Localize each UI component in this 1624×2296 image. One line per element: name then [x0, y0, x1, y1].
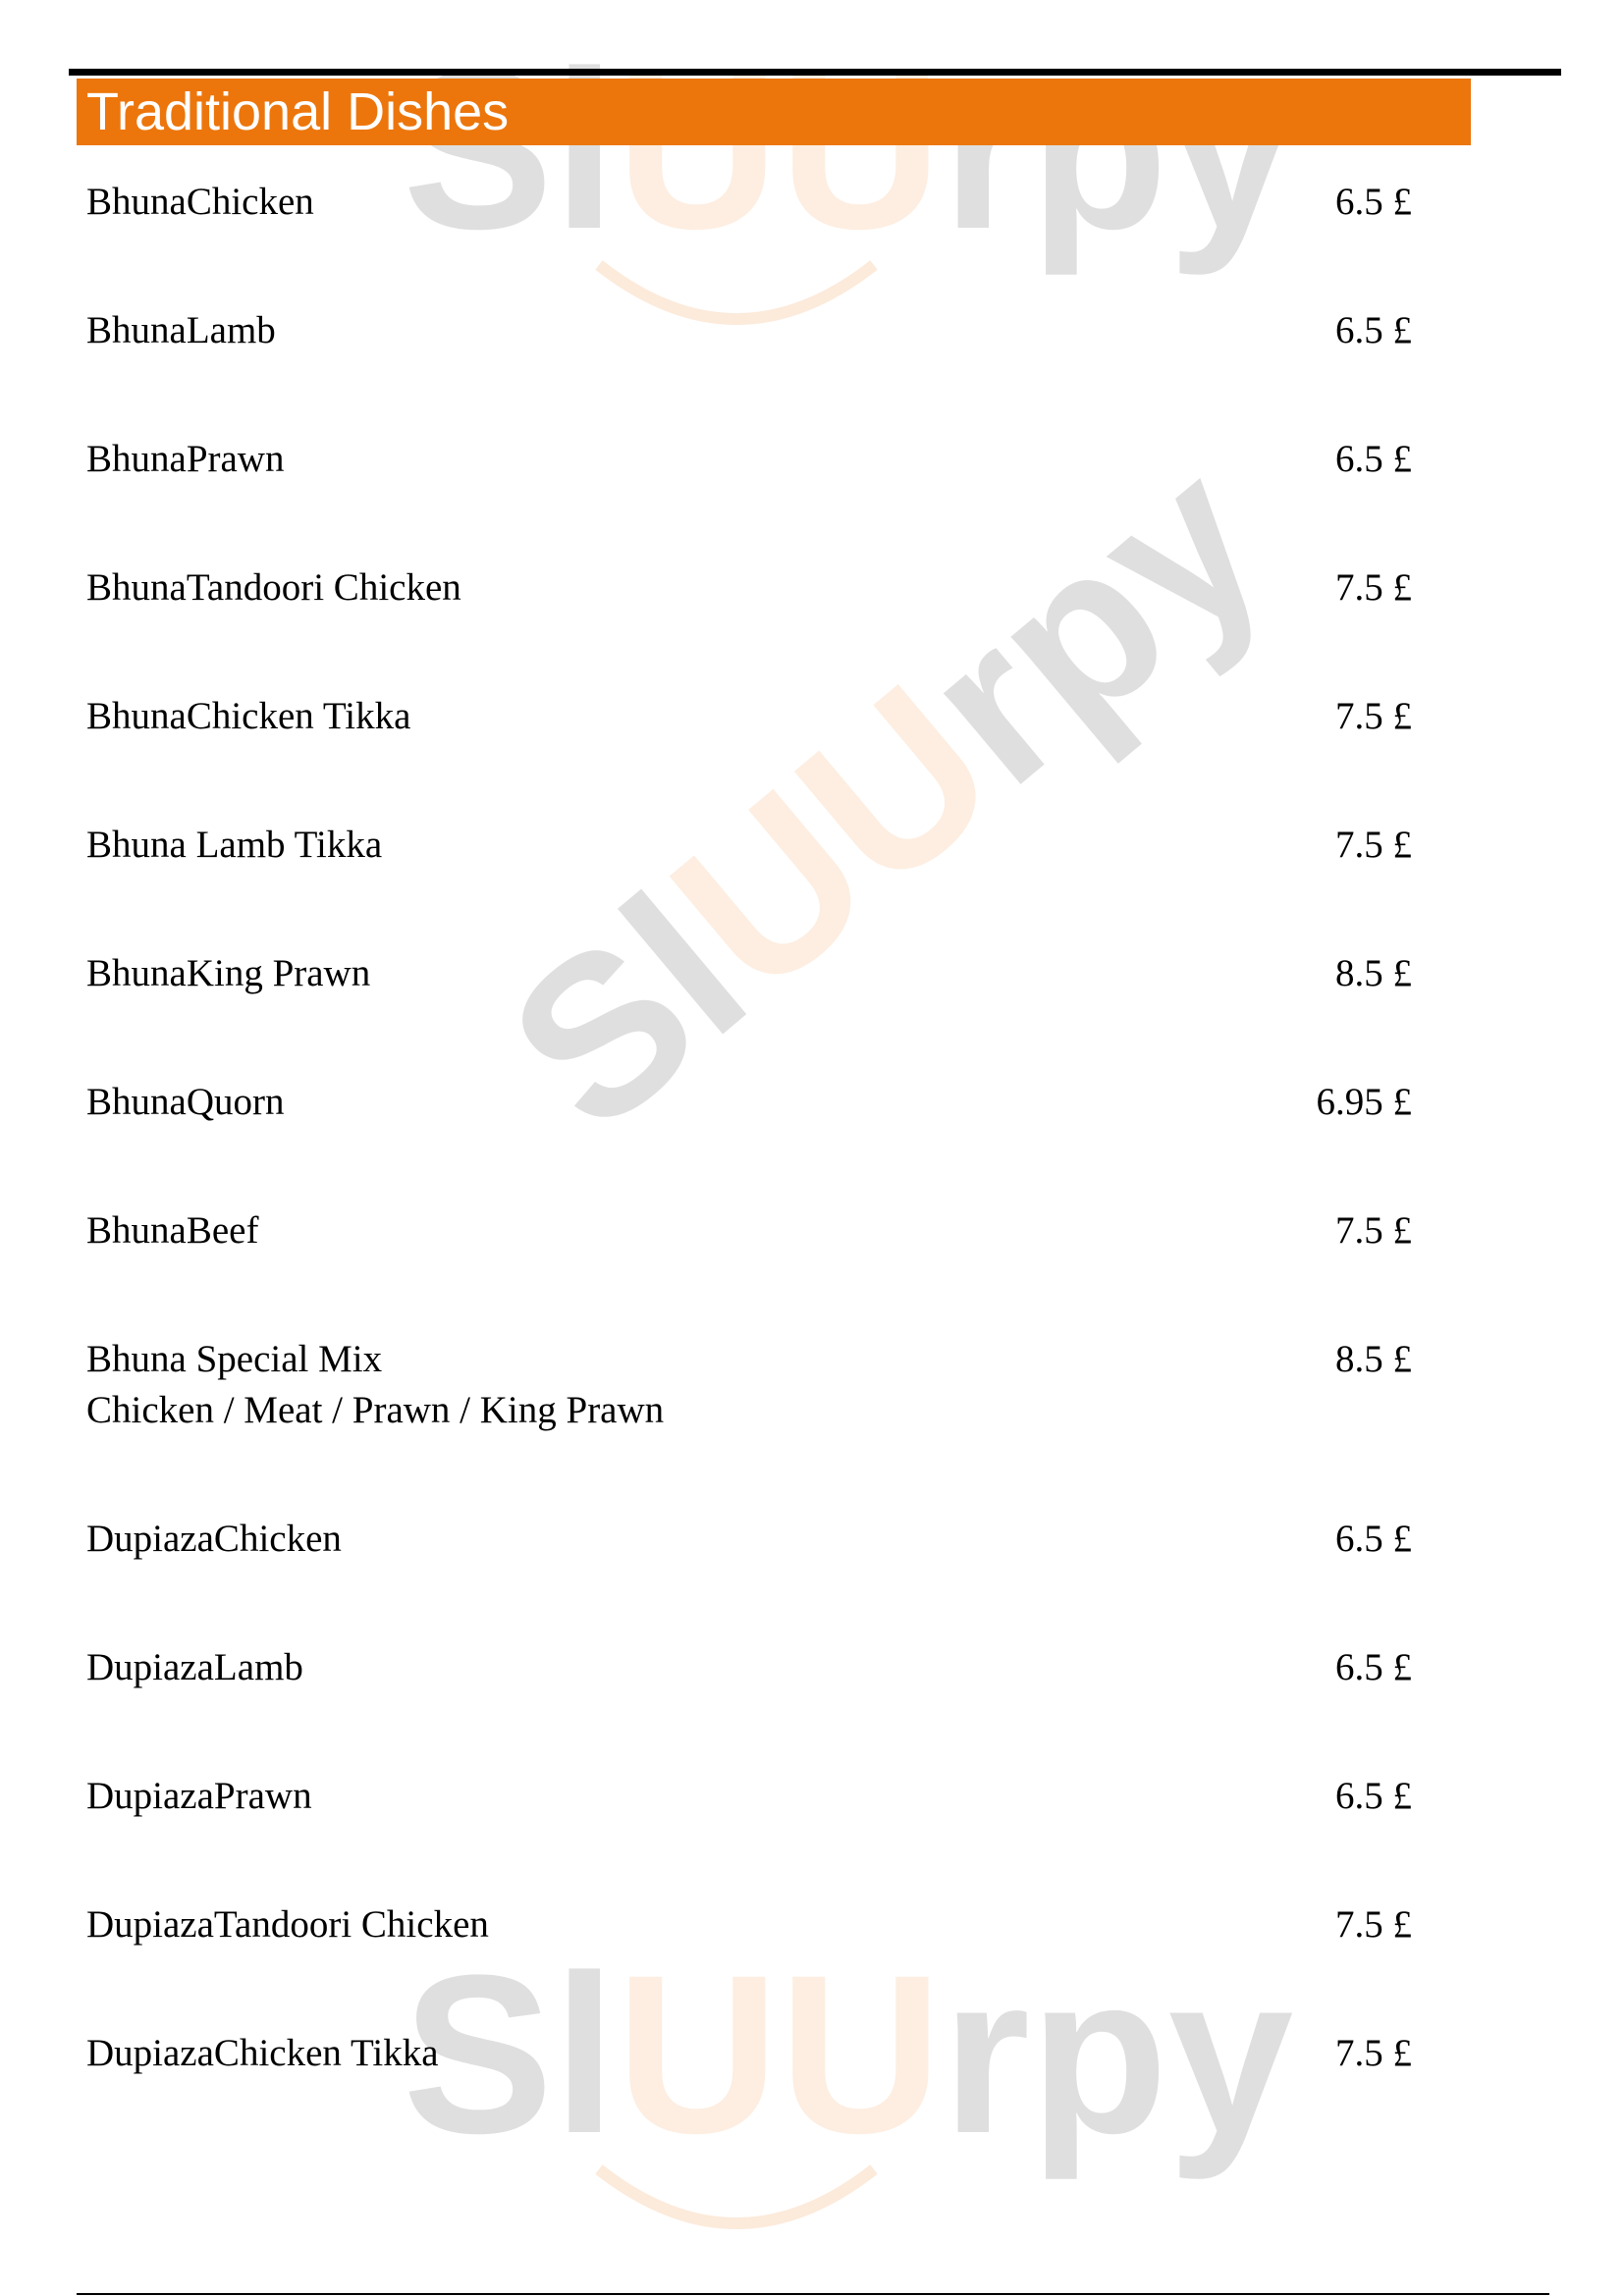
- item-price: 6.95 £: [1316, 1081, 1412, 1123]
- item-name: BhunaChicken: [86, 181, 314, 223]
- item-price: 7.5 £: [1335, 824, 1412, 866]
- item-price: 6.5 £: [1335, 181, 1412, 223]
- item-name: BhunaChicken Tikka: [86, 695, 411, 737]
- item-description: Chicken / Meat / Prawn / King Prawn: [86, 1389, 665, 1431]
- item-name: Bhuna Special Mix: [86, 1338, 383, 1380]
- item-name: BhunaLamb: [86, 309, 276, 351]
- item-name: DupiazaChicken Tikka: [86, 2032, 439, 2074]
- item-price: 6.5 £: [1335, 438, 1412, 480]
- watermark-logo-bottom: SlUUrpy: [403, 1928, 1294, 2180]
- item-name: BhunaPrawn: [86, 438, 285, 480]
- item-name: BhunaQuorn: [86, 1081, 285, 1123]
- item-price: 7.5 £: [1335, 1209, 1412, 1252]
- watermark-smile-bottom: [589, 2150, 884, 2258]
- item-price: 7.5 £: [1335, 1903, 1412, 1946]
- item-price: 7.5 £: [1335, 695, 1412, 737]
- item-price: 6.5 £: [1335, 1775, 1412, 1817]
- item-price: 7.5 £: [1335, 2032, 1412, 2074]
- item-price: 6.5 £: [1335, 309, 1412, 351]
- item-price: 7.5 £: [1335, 566, 1412, 609]
- item-name: DupiazaTandoori Chicken: [86, 1903, 489, 1946]
- item-name: Bhuna Lamb Tikka: [86, 824, 383, 866]
- item-name: DupiazaPrawn: [86, 1775, 312, 1817]
- item-price: 8.5 £: [1335, 1338, 1412, 1380]
- section-title: Traditional Dishes: [86, 82, 510, 141]
- item-name: BhunaKing Prawn: [86, 952, 371, 994]
- item-name: DupiazaChicken: [86, 1518, 342, 1560]
- watermark-logo-top: SlUUrpy: [403, 24, 1294, 276]
- top-divider: [69, 69, 1561, 76]
- section-header: [77, 79, 1471, 145]
- item-name: BhunaTandoori Chicken: [86, 566, 461, 609]
- item-name: DupiazaLamb: [86, 1646, 303, 1688]
- watermark-logo-middle: SlUUrpy: [463, 411, 1309, 1178]
- item-price: 8.5 £: [1335, 952, 1412, 994]
- item-price: 6.5 £: [1335, 1518, 1412, 1560]
- bottom-divider: [77, 2293, 1549, 2295]
- watermark-smile-top: [589, 245, 884, 353]
- item-price: 6.5 £: [1335, 1646, 1412, 1688]
- item-name: BhunaBeef: [86, 1209, 259, 1252]
- item-name-block: [86, 1334, 664, 1436]
